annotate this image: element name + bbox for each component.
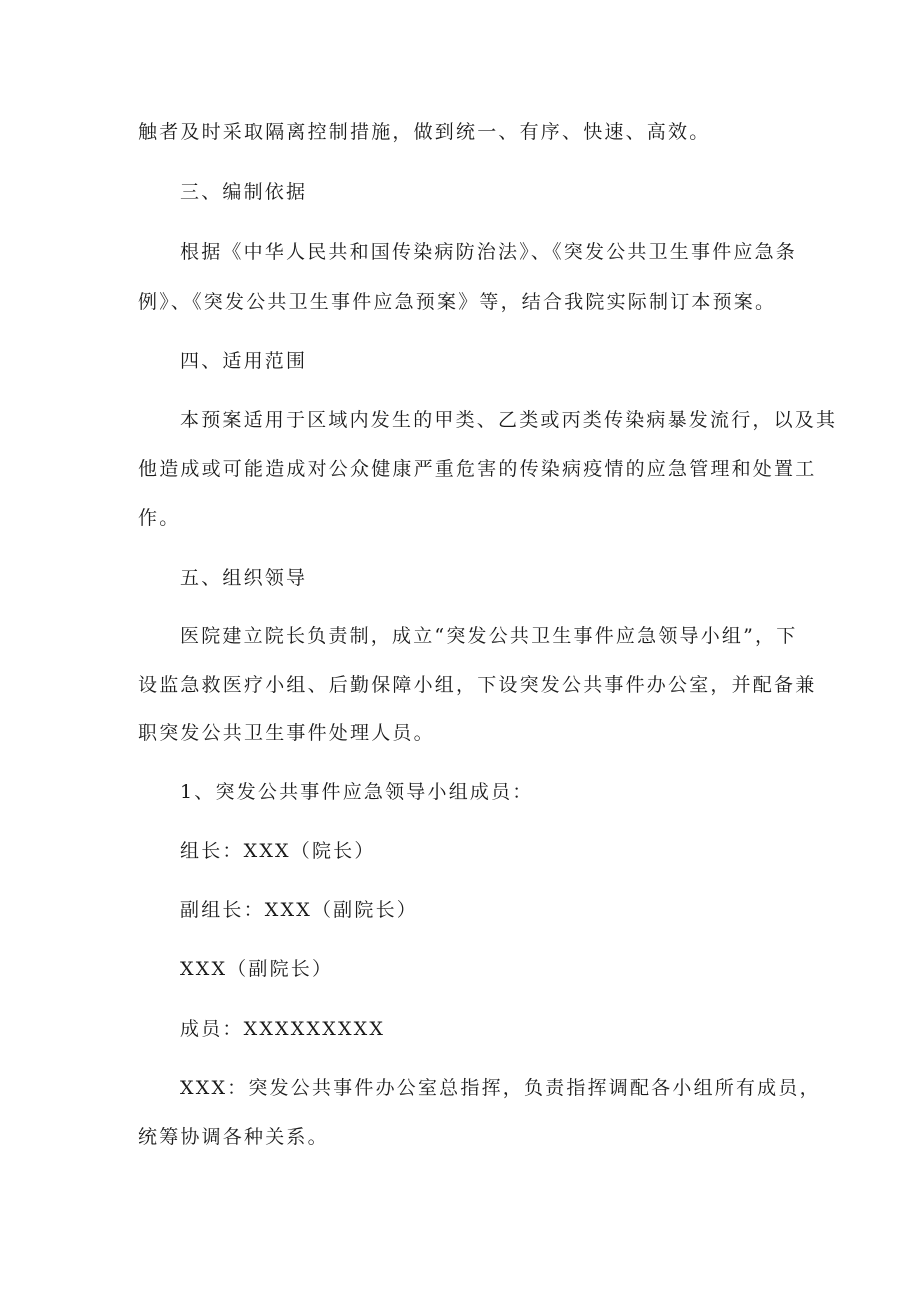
paragraph-line: 统筹协调各种关系。 (138, 1126, 329, 1148)
paragraph-line: 例》、《突发公共卫生事件应急预案》等，结合我院实际制订本预案。 (138, 291, 777, 313)
paragraph-line: 设监急救医疗小组、后勤保障小组，下设突发公共事件办公室，并配备兼 (138, 674, 817, 696)
section-heading: 五、组织领导 (180, 567, 308, 589)
member-line: 副组长：XXX（副院长） (180, 899, 418, 921)
paragraph-line: 根据《中华人民共和国传染病防治法》、《突发公共卫生事件应急条 (180, 241, 798, 263)
paragraph-line: 他造成或可能造成对公众健康严重危害的传染病疫情的应急管理和处置工 (138, 458, 817, 480)
paragraph-line: 本预案适用于区域内发生的甲类、乙类或丙类传染病暴发流行，以及其 (180, 409, 838, 431)
section-heading: 三、编制依据 (180, 181, 308, 203)
paragraph-line: 医院建立院长负责制，成立“突发公共卫生事件应急领导小组”，下 (180, 625, 798, 647)
paragraph-line: 触者及时采取隔离控制措施，做到统一、有序、快速、高效。 (138, 121, 711, 143)
member-line: XXX（副院长） (180, 958, 334, 980)
member-line: 成员：XXXXXXXXX (180, 1018, 386, 1040)
member-line: 组长：XXX（院长） (180, 840, 376, 862)
list-heading: 1、突发公共事件应急领导小组成员： (180, 781, 534, 803)
paragraph-line: XXX：突发公共事件办公室总指挥，负责指挥调配各小组所有成员， (180, 1077, 821, 1099)
section-heading: 四、适用范围 (180, 350, 308, 372)
paragraph-line: 职突发公共卫生事件处理人员。 (138, 722, 435, 744)
paragraph-line: 作。 (138, 507, 181, 529)
